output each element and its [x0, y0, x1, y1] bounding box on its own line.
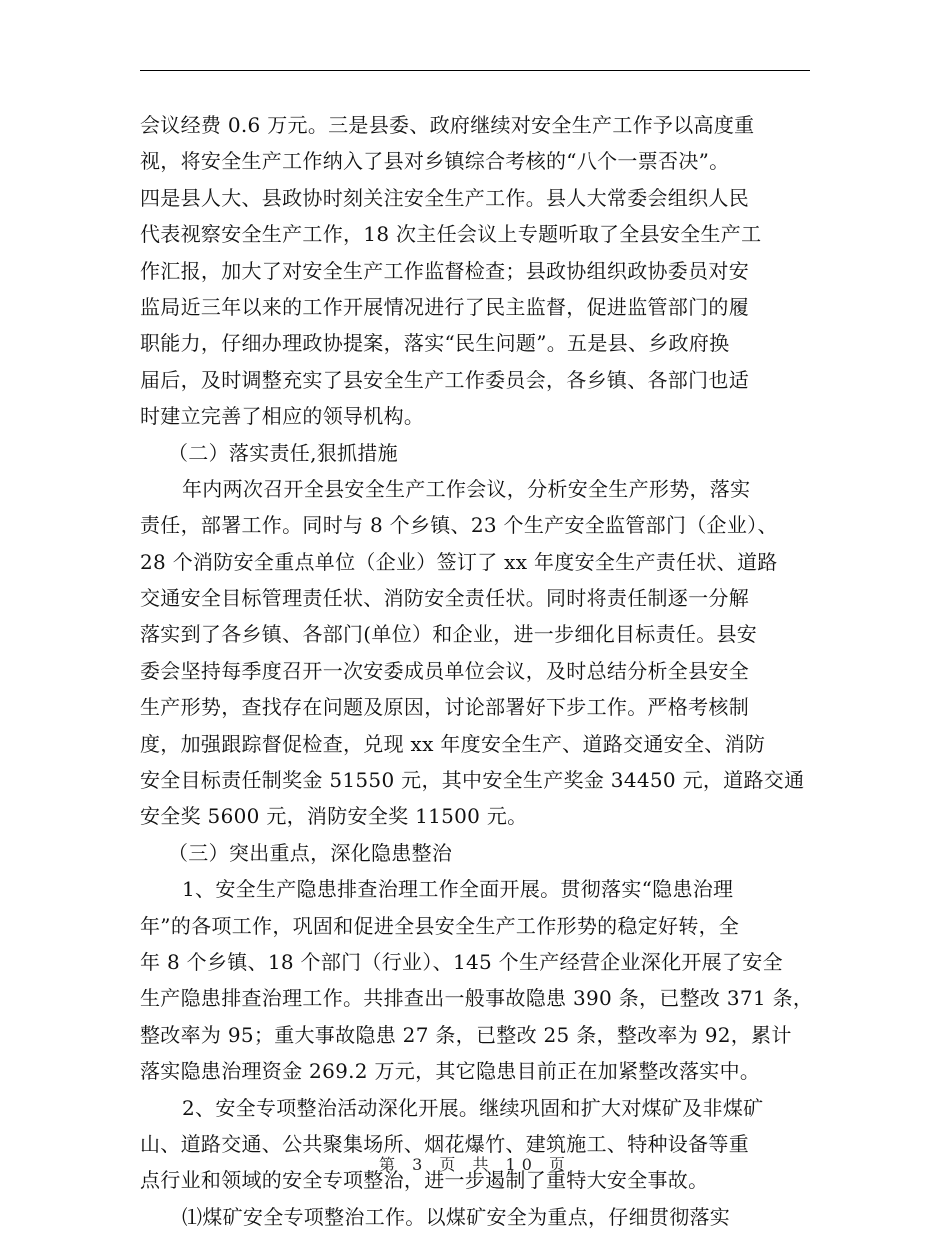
text-line: 监局近三年以来的工作开展情况进行了民主监督，促进监管部门的履 — [140, 294, 749, 319]
text-line: 落实到了各乡镇、各部门(单位）和企业，进一步细化目标责任。县安 — [140, 622, 758, 647]
text-line: 委会坚持每季度召开一次安委成员单位会议，及时总结分析全县安全 — [140, 658, 749, 683]
text-line: 安全目标责任制奖金 51550 元，其中安全生产奖金 34450 元，道路交通 — [140, 768, 805, 793]
section-heading: （三）突出重点，深化隐患整治 — [168, 840, 453, 865]
text-line: 2、安全专项整治活动深化开展。继续巩固和扩大对煤矿及非煤矿 — [182, 1095, 764, 1120]
text-line: 职能力，仔细办理政协提案，落实“民生问题”。五是县、乡政府换 — [140, 331, 730, 356]
text-line: 年内两次召开全县安全生产工作会议，分析安全生产形势，落实 — [182, 476, 751, 501]
text-line: 责任，部署工作。同时与 8 个乡镇、23 个生产安全监管部门（企业）、 — [140, 513, 778, 538]
text-line: 1、安全生产隐患排查治理工作全面开展。贯彻落实“隐患治理 — [182, 877, 734, 902]
text-line: 年 8 个乡镇、18 个部门（行业）、145 个生产经营企业深化开展了安全 — [140, 949, 783, 974]
text-line: 届后，及时调整充实了县安全生产工作委员会，各乡镇、各部门也适 — [140, 367, 749, 392]
text-line: ⑴煤矿安全专项整治工作。以煤矿安全为重点，仔细贯彻落实 — [182, 1204, 731, 1229]
text-line: 年”的各项工作，巩固和促进全县安全生产工作形势的稳定好转，全 — [140, 913, 740, 938]
text-line: 时建立完善了相应的领导机构。 — [140, 404, 425, 429]
text-line: 生产隐患排查治理工作。共排查出一般事故隐患 390 条，已整改 371 条， — [140, 986, 814, 1011]
text-line: 会议经费 0.6 万元。三是县委、政府继续对安全生产工作予以高度重 — [140, 113, 755, 137]
text-line: 作汇报，加大了对安全生产工作监督检查；县政协组织政协委员对安 — [140, 258, 749, 283]
header-rule — [140, 70, 810, 71]
text-line: 山、道路交通、公共聚集场所、烟花爆竹、建筑施工、特种设备等重 — [140, 1131, 749, 1156]
section-heading: （二）落实责任,狠抓措施 — [168, 440, 398, 465]
document-body — [140, 107, 820, 1235]
text-line: 视，将安全生产工作纳入了县对乡镇综合考核的“八个一票否决”。 — [140, 149, 730, 174]
text-line: 生产形势，查找存在问题及原因，讨论部署好下步工作。严格考核制 — [140, 695, 749, 720]
text-line: 28 个消防安全重点单位（企业）签订了 xx 年度安全生产责任状、道路 — [140, 549, 778, 574]
text-line: 度，加强跟踪督促检查，兑现 xx 年度安全生产、道路交通安全、消防 — [140, 731, 766, 756]
text-line: 交通安全目标管理责任状、消防安全责任状。同时将责任制逐一分解 — [140, 586, 749, 611]
text-line: 落实隐患治理资金 269.2 万元，其它隐患目前正在加紧整改落实中。 — [140, 1059, 761, 1084]
text-line: 安全奖 5600 元，消防安全奖 11500 元。 — [140, 804, 528, 829]
text-line: 四是县人大、县政协时刻关注安全生产工作。县人大常委会组织人民 — [140, 185, 749, 210]
text-line: 整改率为 95；重大事故隐患 27 条，已整改 25 条，整改率为 92，累计 — [140, 1022, 792, 1047]
page-footer: 第 3 页 共 10 页 — [379, 1155, 571, 1174]
text-line: 点行业和领域的安全专项整治，进一步遏制了重特大安全事故。 — [140, 1168, 709, 1193]
text-line: 代表视察安全生产工作，18 次主任会议上专题听取了全县安全生产工 — [140, 222, 762, 247]
